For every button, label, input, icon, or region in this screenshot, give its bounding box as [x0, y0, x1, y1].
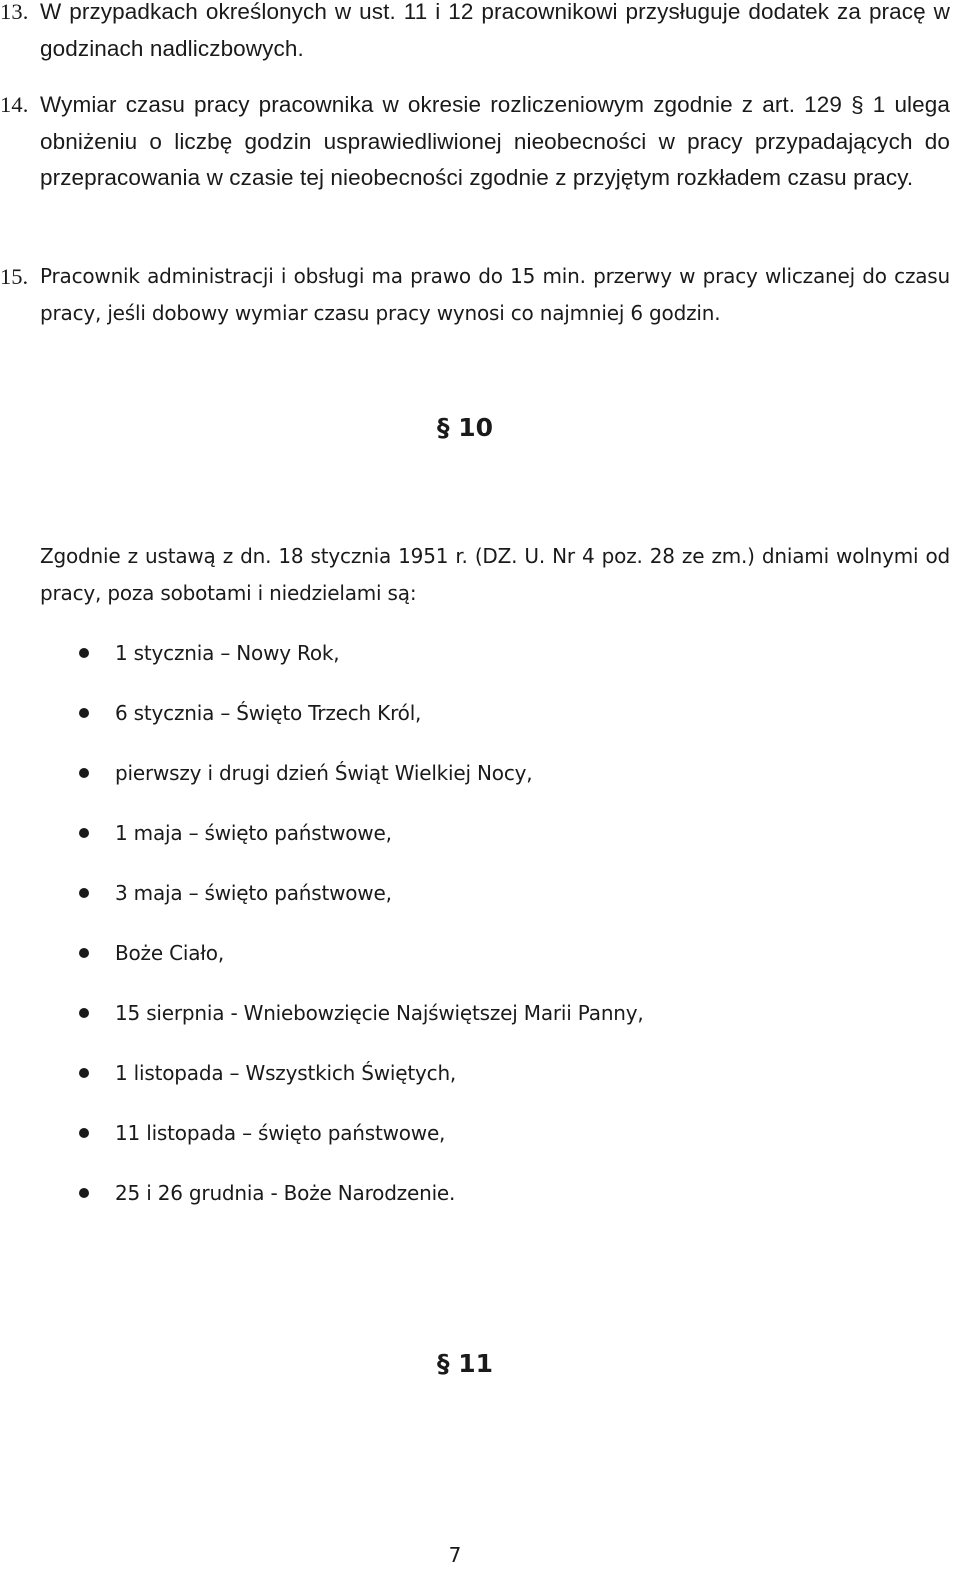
holiday-list-item — [0, 803, 644, 863]
item-text: Wymiar czasu pracy pracownika w okresie rozliczeniowym zgodnie z art. 129 § 1 ulega obniżeniu o liczbę godzin usprawiedliwionej nieobecności w pracy przypadających do przepracowania w czasie tej nieobecności zgodnie z przyjętym rozkładem czasu pracy. — [40, 92, 950, 190]
holiday-text: 1 listopada – Wszystkich Świętych, — [115, 1061, 457, 1085]
item-number: 13. — [0, 0, 29, 24]
holiday-text: 25 i 26 grudnia - Boże Narodzenie. — [115, 1181, 456, 1205]
bullet-icon — [79, 708, 89, 718]
item-number: 14. — [0, 92, 29, 117]
bullet-icon — [79, 1188, 89, 1198]
holiday-list-item — [0, 1043, 644, 1103]
holiday-text: pierwszy i drugi dzień Świąt Wielkiej Nocy, — [115, 761, 533, 785]
item-14 — [0, 87, 950, 197]
holiday-list-item — [0, 623, 644, 683]
item-number: 15. — [0, 264, 29, 289]
bullet-icon — [79, 768, 89, 778]
section-heading-11: § 11 — [437, 1349, 493, 1378]
section-heading-10: § 10 — [437, 413, 493, 442]
bullet-icon — [79, 948, 89, 958]
holiday-list-item — [0, 1163, 644, 1223]
holiday-list-item — [0, 683, 644, 743]
holiday-list — [0, 623, 644, 1223]
holiday-text: 6 stycznia – Święto Trzech Król, — [115, 701, 422, 725]
item-text: Pracownik administracji i obsługi ma prawo do 15 min. przerwy w pracy wliczanej do czasu pracy, jeśli dobowy wymiar czasu pracy wynosi co najmniej 6 godzin. — [40, 264, 950, 325]
holiday-text: 1 stycznia – Nowy Rok, — [115, 641, 340, 665]
holiday-list-item — [0, 743, 644, 803]
holiday-text: 1 maja – święto państwowe, — [115, 821, 392, 845]
bullet-icon — [79, 1008, 89, 1018]
bullet-icon — [79, 888, 89, 898]
holiday-text: 11 listopada – święto państwowe, — [115, 1121, 446, 1145]
page-number: 7 — [448, 1543, 462, 1567]
holiday-list-item — [0, 863, 644, 923]
holiday-text: Boże Ciało, — [115, 941, 224, 965]
holiday-text: 3 maja – święto państwowe, — [115, 881, 392, 905]
item-15 — [0, 258, 950, 332]
item-text: W przypadkach określonych w ust. 11 i 12 pracownikowi przysługuje dodatek za pracę w godzinach nadliczbowych. — [40, 0, 950, 61]
bullet-icon — [79, 1068, 89, 1078]
item-13 — [0, 0, 950, 67]
bullet-icon — [79, 828, 89, 838]
section-10-intro: Zgodnie z ustawą z dn. 18 stycznia 1951 r. (DZ. U. Nr 4 poz. 28 ze zm.) dniami wolnymi od pracy, poza sobotami i niedzielami są: — [40, 544, 950, 605]
holiday-list-item — [0, 923, 644, 983]
holiday-list-item — [0, 1103, 644, 1163]
bullet-icon — [79, 1128, 89, 1138]
holiday-text: 15 sierpnia - Wniebowzięcie Najświętszej Marii Panny, — [115, 1001, 644, 1025]
bullet-icon — [79, 648, 89, 658]
holiday-list-item — [0, 983, 644, 1043]
